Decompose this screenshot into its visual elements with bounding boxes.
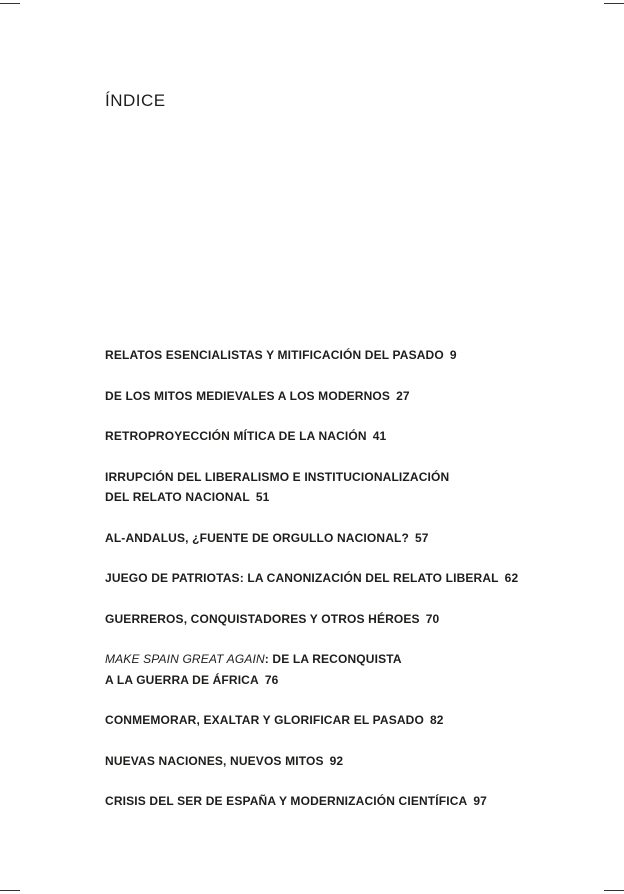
toc-entry[interactable] [105,649,565,690]
toc-entry-page: 57 [414,530,429,545]
toc-entry-title: RETROPROYECCIÓN MÍTICA DE LA NACIÓN [105,429,367,443]
crop-mark-top-left [0,3,20,4]
toc-entry-title: RELATOS ESENCIALISTAS Y MITIFICACIÓN DEL PASADO [105,348,444,362]
toc-entry-page: 97 [473,794,488,808]
toc-entry[interactable] [105,791,565,812]
crop-mark-top-right [604,3,624,4]
toc-entry[interactable] [105,609,565,630]
toc-entry-title: JUEGO DE PATRIOTAS: LA CANONIZACIÓN DEL RELATO LIBERAL [105,571,499,585]
crop-mark-bottom-left [0,890,20,891]
toc-entry-title-line-1-rest: : DE LA RECONQUISTA [264,652,402,666]
toc-entry[interactable] [105,386,565,407]
toc-entry-title: CONMEMORAR, EXALTAR Y GLORIFICAR EL PASADO [105,713,424,727]
toc-entry[interactable] [105,751,565,772]
toc-entry[interactable] [105,426,565,447]
toc-entry-page: 41 [372,429,387,443]
toc-entry[interactable] [105,467,565,508]
toc-entry-title: CRISIS DEL SER DE ESPAÑA Y MODERNIZACIÓN CIENTÍFICA [105,794,468,808]
toc-entry-title-line-2: A LA GUERRA DE ÁFRICA [105,672,259,687]
toc-entry-page: 76 [264,672,279,687]
toc-entry-page: 82 [429,713,444,727]
toc-entry[interactable] [105,528,565,549]
toc-entry-page: 51 [255,490,270,504]
toc-entry-title-italic: MAKE SPAIN GREAT AGAIN [105,652,265,666]
page-title: ÍNDICE [105,91,166,111]
toc-entry-page: 9 [449,348,457,362]
toc-entry[interactable] [105,710,565,731]
table-of-contents [105,345,565,832]
toc-entry-title-line-1: IRRUPCIÓN DEL LIBERALISMO E INSTITUCIONALIZACIÓN [105,469,450,484]
toc-entry[interactable] [105,568,565,589]
toc-entry[interactable] [105,345,565,366]
crop-mark-bottom-right [604,890,624,891]
toc-entry-title: NUEVAS NACIONES, NUEVOS MITOS [105,753,324,768]
toc-entry-title-line-2: DEL RELATO NACIONAL [105,490,250,504]
toc-entry-title: AL-ANDALUS, ¿FUENTE DE ORGULLO NACIONAL? [105,530,409,545]
toc-entry-page: 70 [425,611,440,626]
toc-entry-title: DE LOS MITOS MEDIEVALES A LOS MODERNOS [105,388,391,403]
toc-entry-page: 62 [504,571,519,585]
toc-entry-page: 27 [396,388,410,403]
toc-entry-page: 92 [329,753,344,768]
toc-entry-title: GUERREROS, CONQUISTADORES Y OTROS HÉROES [105,611,420,626]
